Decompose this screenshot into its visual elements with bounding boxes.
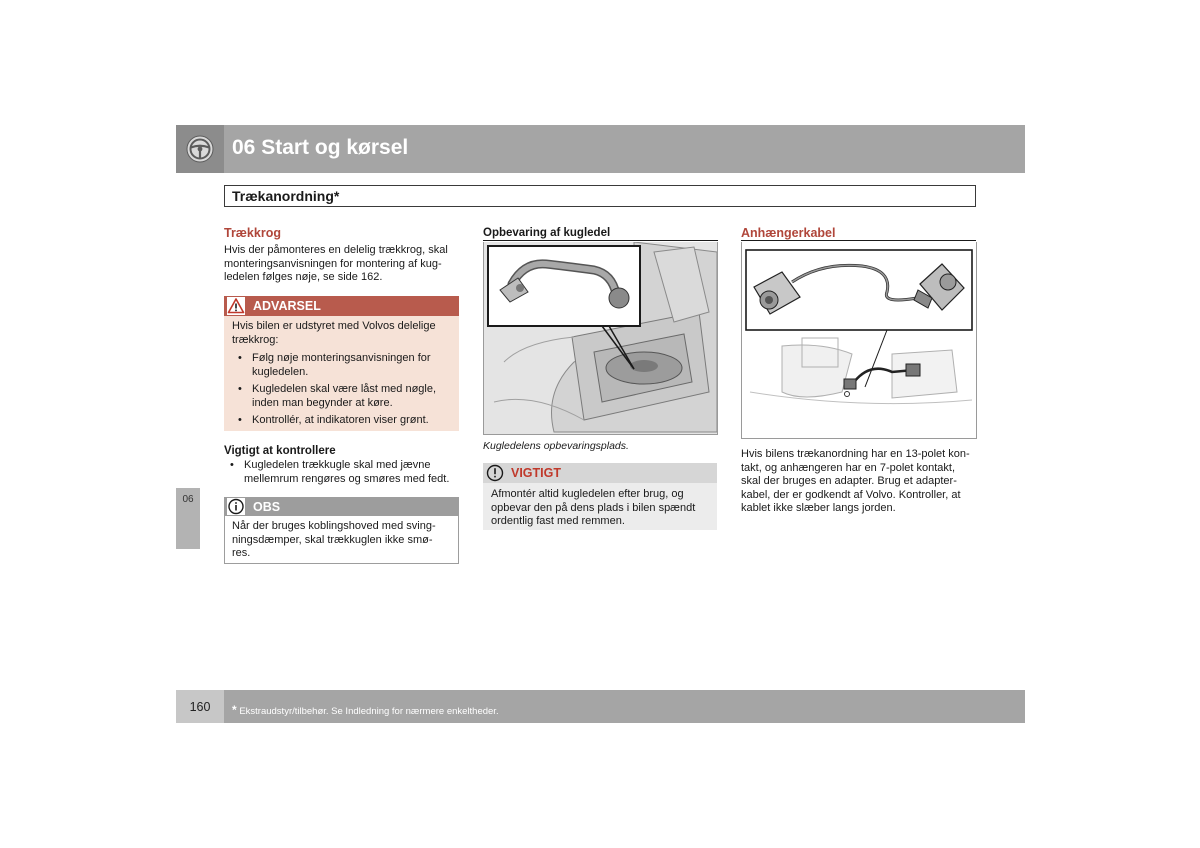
important-line: ordentlig fast med remmen. [491,515,625,527]
steering-wheel-icon [186,135,214,163]
obs-line: ningsdæmper, skal trækkuglen ikke smø- [232,533,433,546]
warning-bullet: • Kontrollér, at indikatoren viser grønt. [232,414,454,428]
obs-line: res. [232,547,251,559]
important-title: VIGTIGT [511,466,561,480]
exclamation-icon [486,464,504,482]
cable-drawing [742,242,976,438]
cable-line: takt, og anhængeren har en 7-polet kontakt, [741,461,956,474]
cable-heading: Anhængerkabel [741,226,836,240]
cable-line: Hvis bilens trækanordning har en 13-polet kon- [741,448,970,460]
cable-illustration [741,242,977,439]
footnote-text: Ekstraudstyr/tilbehør. Se Indledning for nærmere enkeltheder. [239,706,499,717]
check-bullet: • Kugledelen trækkugle skal med jævne mellemrum rengøres og smøres med fedt. [224,459,480,486]
warning-triangle-icon [227,297,245,315]
section-title: Trækanordning* [232,188,340,204]
storage-heading-rule [483,240,718,241]
cable-heading-rule [741,240,976,241]
trunk-illustration [483,242,718,435]
cable-line: kablet ikke slæber langs jorden. [741,502,896,514]
info-icon [227,498,245,515]
obs-text [232,520,454,561]
warning-text [232,320,454,428]
obs-line: Når der bruges koblingshoved med sving- [232,520,436,532]
important-line: opbevar den på dens plads i bilen spændt [491,501,696,514]
storage-caption: Kugledelens opbevaringsplads. [483,440,629,452]
obs-title: OBS [253,500,281,514]
intro-line: ledelen følges nøje, se side 162. [224,271,383,283]
intro-line: Hvis der påmonteres en delelig trækkrog, skal [224,244,448,256]
intro-line: monteringsanvisningen for montering af kug- [224,257,442,270]
chapter-title: 06 Start og kørsel [232,136,409,159]
trekkrog-heading: Trækkrog [224,226,281,240]
footnote-star: * [232,703,237,717]
warning-bullet: • Kugledelen skal være låst med nøgle, inden man begynder at køre. [232,383,454,410]
warning-title: ADVARSEL [253,299,321,313]
important-line: Afmontér altid kugledelen efter brug, og [491,488,684,500]
warning-bullet: • Følg nøje monteringsanvisningen for kugledelen. [232,352,454,379]
footnote [232,703,499,717]
warning-line: trækkrog: [232,333,279,346]
chapter-side-tab-label: 06 [182,494,194,505]
storage-heading: Opbevaring af kugledel [483,227,611,239]
cable-line: kabel, der er godkendt af Volvo. Kontroller, at [741,488,961,501]
trekkrog-intro [224,244,460,285]
cable-text [741,448,976,516]
cable-line: skal der bruges en adapter. Brug et adapter- [741,475,957,487]
warning-line: Hvis bilen er udstyret med Volvos delelige [232,320,436,332]
important-text [491,488,713,529]
check-heading: Vigtigt at kontrollere [224,445,336,457]
page-number: 160 [189,700,211,714]
trunk-drawing [484,242,717,434]
